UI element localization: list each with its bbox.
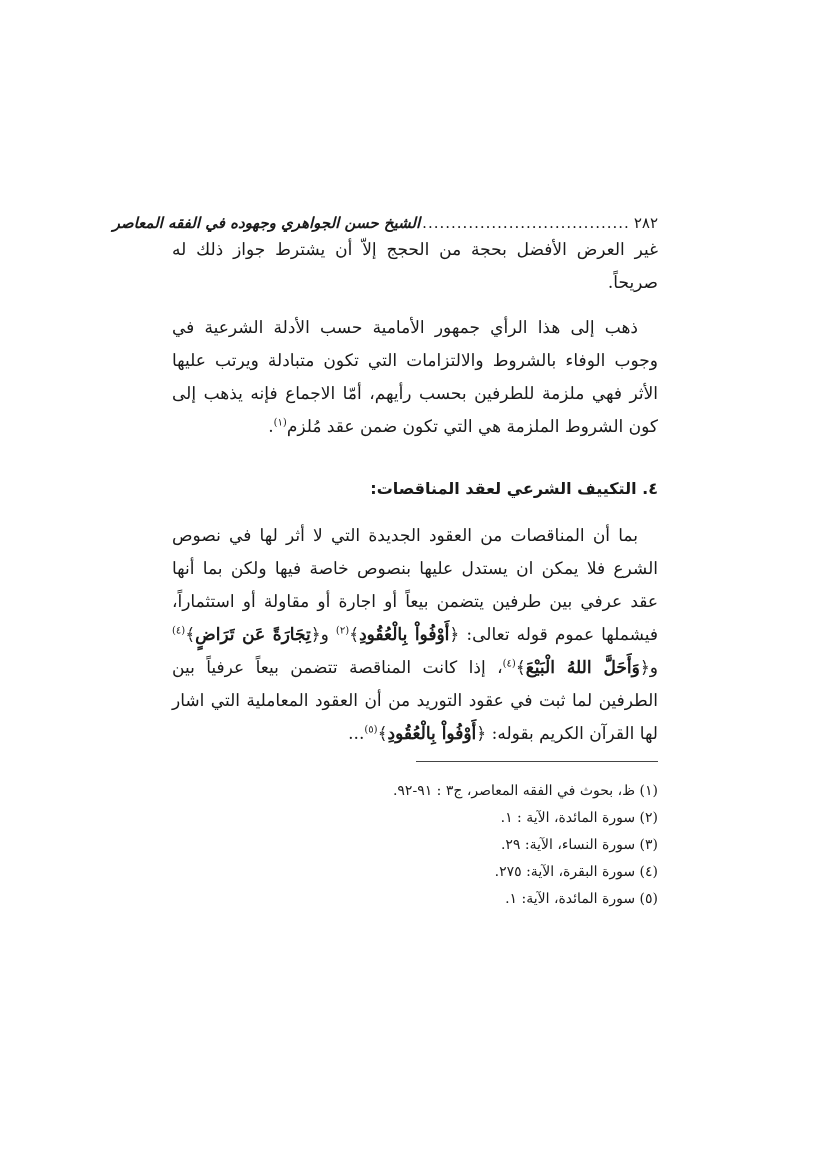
footnote-ref-2[interactable]: (٢) <box>335 625 350 637</box>
conjunction: و <box>320 625 329 645</box>
footnote-ref-5[interactable]: (٥) <box>364 724 378 736</box>
conjunction: و <box>649 658 658 678</box>
footnote-ref-1[interactable]: (١) <box>273 417 287 429</box>
paragraph-continuation: غير العرض الأفضل بحجة من الحجج إلاّ أن يشترط جواز ذلك له صريحاً. <box>172 240 658 293</box>
book-title: الشيخ حسن الجواهري وجهوده في الفقه المعاصر <box>112 214 421 232</box>
footnote-2: (٢) سورة المائدة، الآية : ١. <box>500 810 658 826</box>
page-number: ٢٨٢ <box>633 214 658 232</box>
footnote-ref-4[interactable]: (٤) <box>502 658 516 670</box>
quran-open-bracket: ﴿ <box>310 625 321 645</box>
quran-open-bracket: ﴿ <box>476 724 487 744</box>
footnote-ref-3[interactable]: (٤) <box>172 625 186 637</box>
footnote-1: (١) ظ، بحوث في الفقه المعاصر، ج٣ : ٩١-٩٢. <box>392 783 658 799</box>
quran-close-bracket: ﴾ <box>515 658 526 678</box>
footnote-separator <box>416 761 658 762</box>
quran-close-bracket: ﴾ <box>349 625 360 645</box>
quran-verse-3: وَأَحَلَّ اللهُ الْبَيْعَ <box>525 658 640 678</box>
paragraph-text: ذهب إلى هذا الرأي جمهور الأمامية حسب الأدلة الشرعية في وجوب الوفاء بالشروط والالتزامات التي تكون متبادلة ويرتب عليها الأثر فهي ملزمة للطرفين بحسب رأيهم، أمّا الاجماع فإنه يذهب إلى كون الشروط الملزمة هي التي تكون ضمن عقد مُلزم <box>172 318 658 437</box>
footnote-3: (٣) سورة النساء، الآية: ٢٩. <box>500 837 658 853</box>
footnotes-list <box>172 778 658 913</box>
quran-close-bracket: ﴾ <box>377 724 388 744</box>
running-header <box>112 212 658 234</box>
quran-verse-2: تِجَارَةً عَن تَرَاضٍ <box>195 625 311 645</box>
quran-open-bracket: ﴿ <box>449 625 460 645</box>
paragraph-tender-ruling <box>172 520 658 751</box>
footnote-5: (٥) سورة المائدة، الآية: ١. <box>505 891 658 907</box>
paragraph-end: . <box>268 417 274 437</box>
paragraph-imamiyya-view <box>172 312 658 444</box>
ellipsis: ... <box>348 724 365 744</box>
section-heading: ٤. التكييف الشرعي لعقد المناقصات: <box>370 479 658 498</box>
quran-open-bracket: ﴿ <box>639 658 650 678</box>
paragraph-text-part2: ، إذا كانت المناقصة تتضمن بيعاً عرفياً بين الطرفين لما ثبت في عقود التوريد من أن العقود المعاملية التي اشار لها القرآن الكريم بقوله: <box>172 658 658 744</box>
footnote-4: (٤) سورة البقرة، الآية: ٢٧٥. <box>494 864 658 880</box>
quran-verse-4: أَوْفُواْ بِالْعُقُودِ <box>387 724 477 744</box>
paragraph-text-part1: بما أن المناقصات من العقود الجديدة التي لا أثر لها في نصوص الشرع فلا يمكن ان يستدل عليها بنصوص خاصة فيها ولكن بما أنها عقد عرفي بين طرفين يتضمن بيعاً أو اجارة أو مقاولة أو استثماراً، فيشملها عموم قوله تعالى: <box>172 526 659 645</box>
header-leader-dots: .................................... <box>422 214 630 232</box>
page-content <box>112 212 659 913</box>
quran-verse-1: أَوْفُواْ بِالْعُقُودِ <box>359 625 450 645</box>
quran-close-bracket: ﴾ <box>185 625 196 645</box>
